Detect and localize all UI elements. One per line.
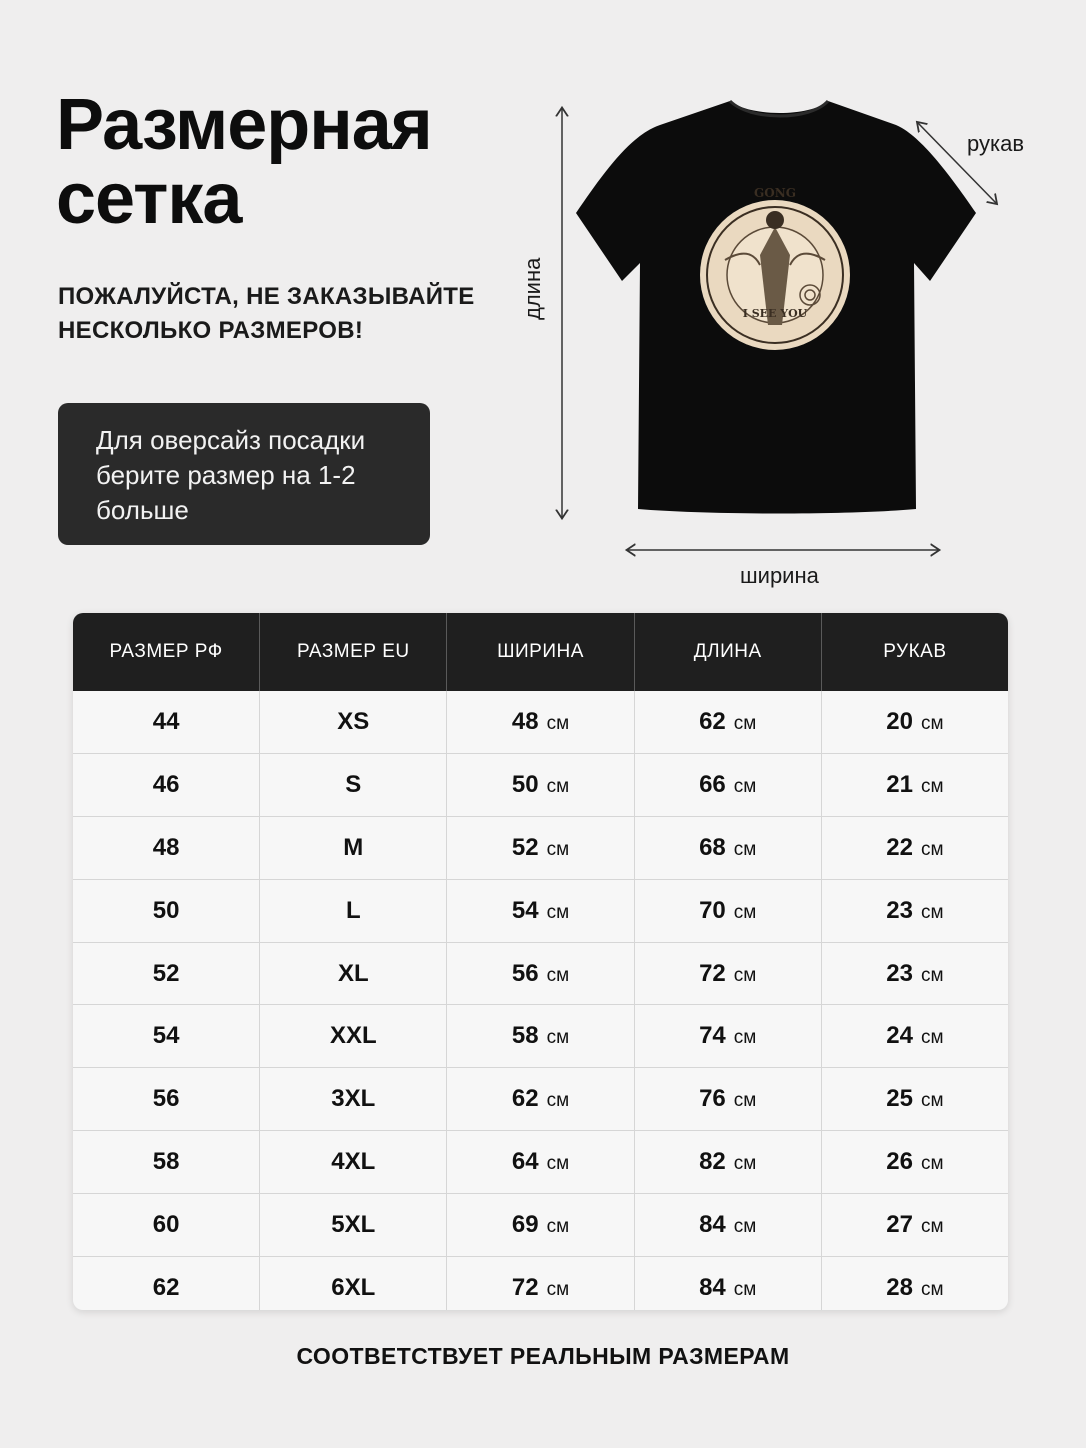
unit: см [546, 1216, 570, 1238]
cell-width [447, 1194, 634, 1256]
print-top-text: GONG [754, 186, 796, 200]
cell-width [447, 1257, 634, 1310]
table-row [73, 1193, 1008, 1256]
cell-sleeve [822, 691, 1008, 753]
value: 23 [886, 896, 913, 924]
cell-width [447, 880, 634, 942]
unit: см [920, 1153, 944, 1175]
value: 72 [511, 1273, 539, 1301]
unit: см [733, 838, 757, 860]
print-bottom-text: I SEE YOU [742, 307, 808, 320]
table-row [73, 816, 1008, 879]
value: 72 [699, 959, 726, 987]
cell-sleeve [822, 1068, 1008, 1130]
unit: см [920, 1090, 944, 1112]
value: 27 [886, 1211, 913, 1239]
cell-size-eu: 3XL [260, 1068, 447, 1130]
value: 68 [699, 833, 726, 861]
cell-size-ru: 54 [73, 1005, 260, 1067]
table-row [73, 1130, 1008, 1193]
header-size-eu: РАЗМЕР EU [260, 613, 447, 691]
table-row [73, 942, 1008, 1005]
unit: см [733, 1027, 757, 1049]
cell-sleeve [822, 1131, 1008, 1193]
cell-width [447, 691, 634, 753]
note-line-2: берите размер на 1-2 [96, 460, 356, 490]
unit: см [733, 712, 757, 734]
unit: см [733, 1090, 757, 1112]
note-line-3: больше [96, 495, 189, 525]
cell-length [635, 1194, 822, 1256]
unit: см [546, 838, 570, 860]
unit: см [920, 901, 944, 923]
value: 48 [511, 707, 539, 735]
value: 54 [511, 896, 539, 924]
cell-sleeve [822, 754, 1008, 816]
sleeve-label: рукав [967, 131, 1025, 156]
header-length: ДЛИНА [635, 613, 822, 691]
unit: см [920, 1216, 944, 1238]
cell-size-ru: 62 [73, 1257, 260, 1310]
cell-sleeve [822, 880, 1008, 942]
value: 25 [886, 1085, 913, 1113]
unit: см [733, 1216, 757, 1238]
value: 24 [886, 1022, 913, 1050]
title-line-1: Размерная [56, 85, 432, 165]
cell-size-ru: 56 [73, 1068, 260, 1130]
table-header [73, 613, 1008, 691]
unit: см [546, 1153, 570, 1175]
value: 21 [886, 770, 913, 798]
unit: см [546, 775, 570, 797]
cell-size-eu: 5XL [260, 1194, 447, 1256]
cell-size-eu: XS [260, 691, 447, 753]
value: 84 [699, 1273, 726, 1301]
table-body [73, 691, 1008, 1310]
cell-sleeve [822, 1194, 1008, 1256]
header-size-ru: РАЗМЕР РФ [73, 613, 260, 691]
unit: см [733, 1278, 757, 1300]
value: 66 [699, 770, 726, 798]
oversize-note [58, 403, 430, 545]
value: 52 [511, 833, 539, 861]
cell-length [635, 1068, 822, 1130]
value: 82 [699, 1148, 726, 1176]
cell-sleeve [822, 1005, 1008, 1067]
cell-length [635, 880, 822, 942]
unit: см [546, 1090, 570, 1112]
cell-size-ru: 46 [73, 754, 260, 816]
value: 84 [699, 1211, 726, 1239]
cell-sleeve [822, 1257, 1008, 1310]
value: 62 [511, 1085, 539, 1113]
table-row [73, 1256, 1008, 1310]
cell-length [635, 943, 822, 1005]
title-line-2: сетка [56, 159, 242, 239]
cell-size-ru: 50 [73, 880, 260, 942]
note-line-1: Для оверсайз посадки [96, 425, 366, 455]
cell-width [447, 1068, 634, 1130]
table-row [73, 691, 1008, 753]
table-row [73, 879, 1008, 942]
value: 74 [699, 1022, 726, 1050]
cell-length [635, 1005, 822, 1067]
footer-note: СООТВЕТСТВУЕТ РЕАЛЬНЫМ РАЗМЕРАМ [296, 1343, 790, 1369]
table-row [73, 1004, 1008, 1067]
unit: см [546, 1027, 570, 1049]
tshirt-image [510, 95, 1070, 595]
cell-sleeve [822, 817, 1008, 879]
cell-length [635, 691, 822, 753]
warning-line-2: НЕСКОЛЬКО РАЗМЕРОВ! [58, 317, 364, 344]
cell-length [635, 1257, 822, 1310]
value: 64 [511, 1148, 539, 1176]
cell-size-eu: S [260, 754, 447, 816]
value: 62 [699, 707, 726, 735]
unit: см [920, 712, 944, 734]
page-title [56, 85, 432, 239]
value: 56 [511, 959, 539, 987]
warning-line-1: ПОЖАЛУЙСТА, НЕ ЗАКАЗЫВАЙТЕ [58, 283, 475, 310]
value: 70 [699, 896, 726, 924]
width-label: ширина [740, 563, 819, 588]
unit: см [546, 712, 570, 734]
unit: см [920, 775, 944, 797]
cell-width [447, 754, 634, 816]
cell-length [635, 817, 822, 879]
unit: см [546, 901, 570, 923]
unit: см [920, 1278, 944, 1300]
value: 28 [886, 1273, 913, 1301]
unit: см [733, 901, 757, 923]
value: 26 [886, 1148, 913, 1176]
header-sleeve: РУКАВ [883, 641, 947, 662]
unit: см [546, 1278, 570, 1300]
cell-size-eu: XL [260, 943, 447, 1005]
cell-width [447, 1131, 634, 1193]
value: 22 [886, 833, 913, 861]
cell-size-eu: 6XL [260, 1257, 447, 1310]
table-row [73, 1067, 1008, 1130]
unit: см [920, 964, 944, 986]
value: 69 [511, 1211, 539, 1239]
value: 50 [511, 770, 539, 798]
cell-size-ru: 60 [73, 1194, 260, 1256]
value: 20 [886, 707, 913, 735]
table-row [73, 753, 1008, 816]
cell-length [635, 1131, 822, 1193]
cell-size-eu: 4XL [260, 1131, 447, 1193]
cell-length [635, 754, 822, 816]
cell-size-eu: M [260, 817, 447, 879]
header-width: ШИРИНА [447, 613, 634, 691]
value: 58 [511, 1022, 539, 1050]
value: 23 [886, 959, 913, 987]
cell-size-ru: 58 [73, 1131, 260, 1193]
cell-width [447, 943, 634, 1005]
cell-size-eu: L [260, 880, 447, 942]
unit: см [920, 1027, 944, 1049]
value: 76 [699, 1085, 726, 1113]
unit: см [733, 964, 757, 986]
cell-width [447, 1005, 634, 1067]
cell-width [447, 817, 634, 879]
cell-size-eu: XXL [260, 1005, 447, 1067]
warning-text [58, 280, 475, 348]
size-table [73, 613, 1008, 1310]
cell-size-ru: 48 [73, 817, 260, 879]
cell-sleeve [822, 943, 1008, 1005]
unit: см [733, 775, 757, 797]
cell-size-ru: 52 [73, 943, 260, 1005]
unit: см [920, 838, 944, 860]
length-label: длина [520, 257, 545, 320]
tshirt-diagram [510, 95, 1070, 595]
unit: см [546, 964, 570, 986]
unit: см [733, 1153, 757, 1175]
cell-size-ru: 44 [73, 691, 260, 753]
